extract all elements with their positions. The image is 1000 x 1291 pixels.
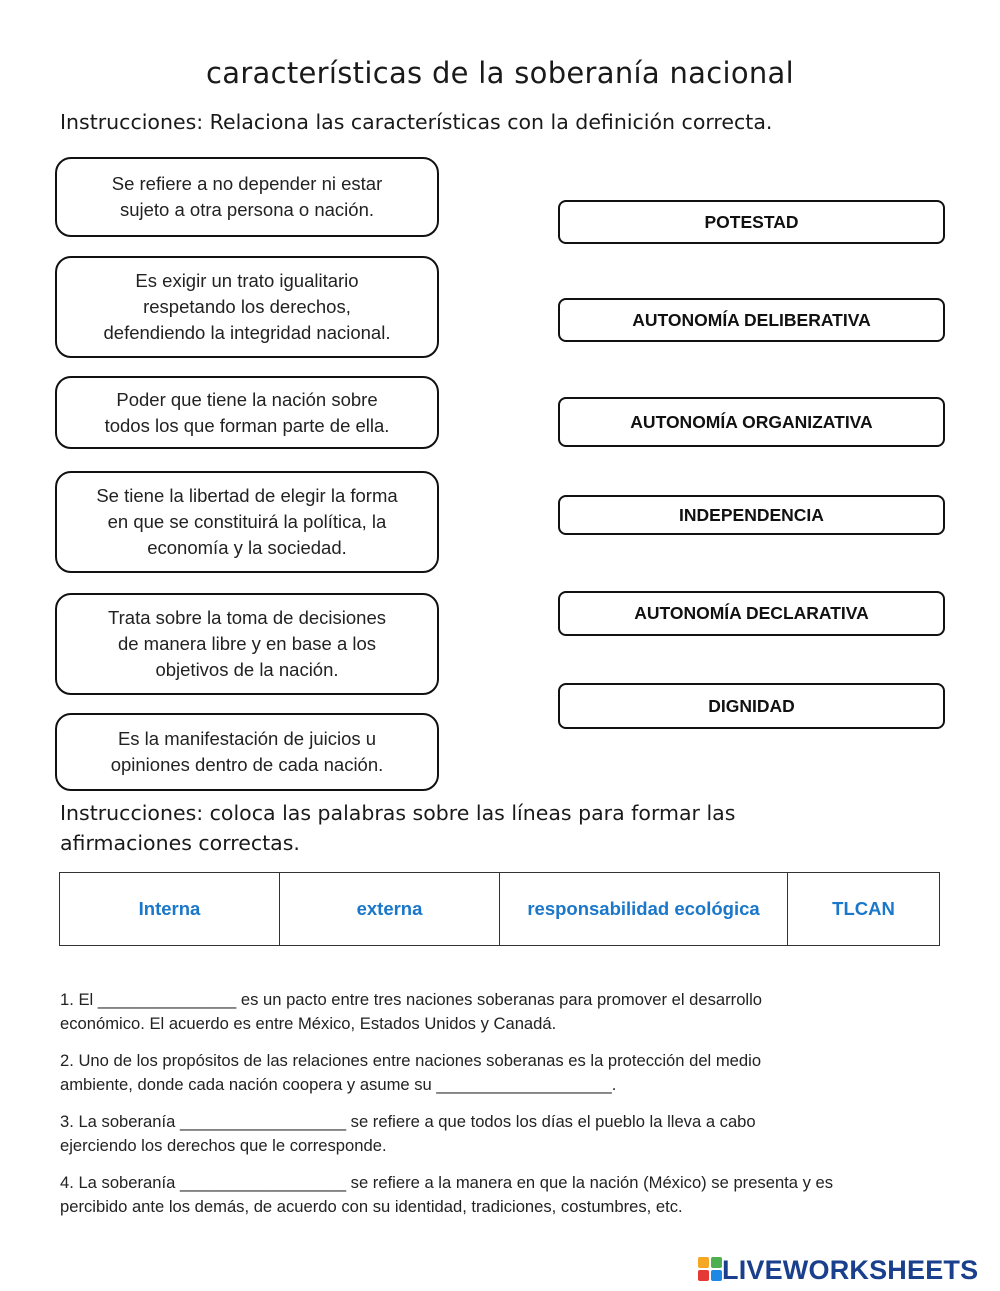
definition-box-6 [55, 713, 439, 791]
sentence-2 [60, 1049, 945, 1097]
sentence-text: ejerciendo los derechos que le corresponde. [60, 1136, 387, 1155]
term-box-autonomia-declarativa[interactable]: AUTONOMÍA DECLARATIVA [558, 591, 945, 636]
definition-line: economía y la sociedad. [147, 537, 347, 558]
word-interna[interactable]: Interna [60, 873, 280, 945]
definition-line: respetando los derechos, [143, 296, 351, 317]
instructions-fill-line: Instrucciones: coloca las palabras sobre las líneas para formar las [60, 801, 736, 825]
blank-line[interactable]: _______________ [97, 990, 237, 1009]
sentence-text: es un pacto entre tres naciones soberanas para promover el desarrollo [236, 990, 763, 1009]
term-box-independencia[interactable]: INDEPENDENCIA [558, 495, 945, 535]
sentence-text: 2. Uno de los propósitos de las relaciones entre naciones soberanas es la protección del medio [60, 1051, 762, 1070]
sentence-text: se refiere a la manera en que la nación (México) se presenta y es [346, 1173, 834, 1192]
definition-line: todos los que forman parte de ella. [104, 414, 390, 436]
sentence-text: 1. El [60, 990, 98, 1009]
definition-box-4 [55, 471, 439, 573]
page-title: características de la soberanía nacional [206, 56, 794, 90]
term-box-autonomia-deliberativa[interactable]: AUTONOMÍA DELIBERATIVA [558, 298, 945, 342]
definition-line: objetivos de la nación. [155, 659, 339, 680]
term-box-potestad[interactable]: POTESTAD [558, 200, 945, 244]
sentence-text: económico. El acuerdo es entre México, Estados Unidos y Canadá. [60, 1014, 557, 1033]
definition-line: Se refiere a no depender ni estar [111, 173, 383, 194]
sentence-3 [60, 1110, 945, 1158]
definition-box-1 [55, 157, 439, 237]
instructions-match: Instrucciones: Relaciona las características con la definición correcta. [60, 110, 773, 134]
blank-line[interactable]: __________________ [179, 1112, 347, 1131]
definition-line: de manera libre y en base a los [117, 633, 377, 654]
word-responsabilidad-ecologica[interactable]: responsabilidad ecológica [500, 873, 788, 945]
word-externa[interactable]: externa [280, 873, 500, 945]
liveworksheets-logo-icon [698, 1257, 722, 1283]
definition-line: opiniones dentro de cada nación. [110, 754, 384, 775]
sentence-4 [60, 1171, 945, 1219]
definition-box-2 [55, 256, 439, 358]
sentence-text: 4. La soberanía [60, 1173, 180, 1192]
definition-line: Poder que tiene la nación sobre [116, 388, 378, 410]
sentence-text: percibido ante los demás, de acuerdo con su identidad, tradiciones, costumbres, etc. [60, 1197, 683, 1216]
instructions-fill-line: afirmaciones correctas. [60, 831, 300, 855]
definition-box-5 [55, 593, 439, 695]
blank-line[interactable]: __________________ [179, 1173, 347, 1192]
term-box-dignidad[interactable]: DIGNIDAD [558, 683, 945, 729]
definition-line: Trata sobre la toma de decisiones [108, 607, 386, 628]
sentence-1 [60, 988, 945, 1036]
sentence-text: ambiente, donde cada nación coopera y asume su [60, 1075, 437, 1094]
definition-line: sujeto a otra persona o nación. [119, 199, 375, 220]
definition-box-3 [55, 376, 439, 449]
definition-line: Se tiene la libertad de elegir la forma [96, 485, 398, 506]
liveworksheets-logo [698, 1253, 978, 1287]
definition-line: en que se constituirá la política, la [107, 511, 387, 532]
word-bank [59, 872, 940, 946]
logo-text: LIVEWORKSHEETS [722, 1254, 979, 1285]
sentence-text: . [611, 1075, 617, 1094]
word-tlcan[interactable]: TLCAN [832, 898, 895, 919]
definition-line: defendiendo la integridad nacional. [103, 322, 391, 343]
sentence-text: 3. La soberanía [60, 1112, 180, 1131]
sentence-text: se refiere a que todos los días el pueblo la lleva a cabo [346, 1112, 756, 1131]
instructions-fill [60, 798, 960, 858]
definition-line: Es la manifestación de juicios u [117, 728, 377, 749]
blank-line[interactable]: ___________________ [436, 1075, 612, 1094]
term-box-autonomia-organizativa[interactable]: AUTONOMÍA ORGANIZATIVA [558, 397, 945, 447]
definition-line: Es exigir un trato igualitario [135, 270, 359, 291]
